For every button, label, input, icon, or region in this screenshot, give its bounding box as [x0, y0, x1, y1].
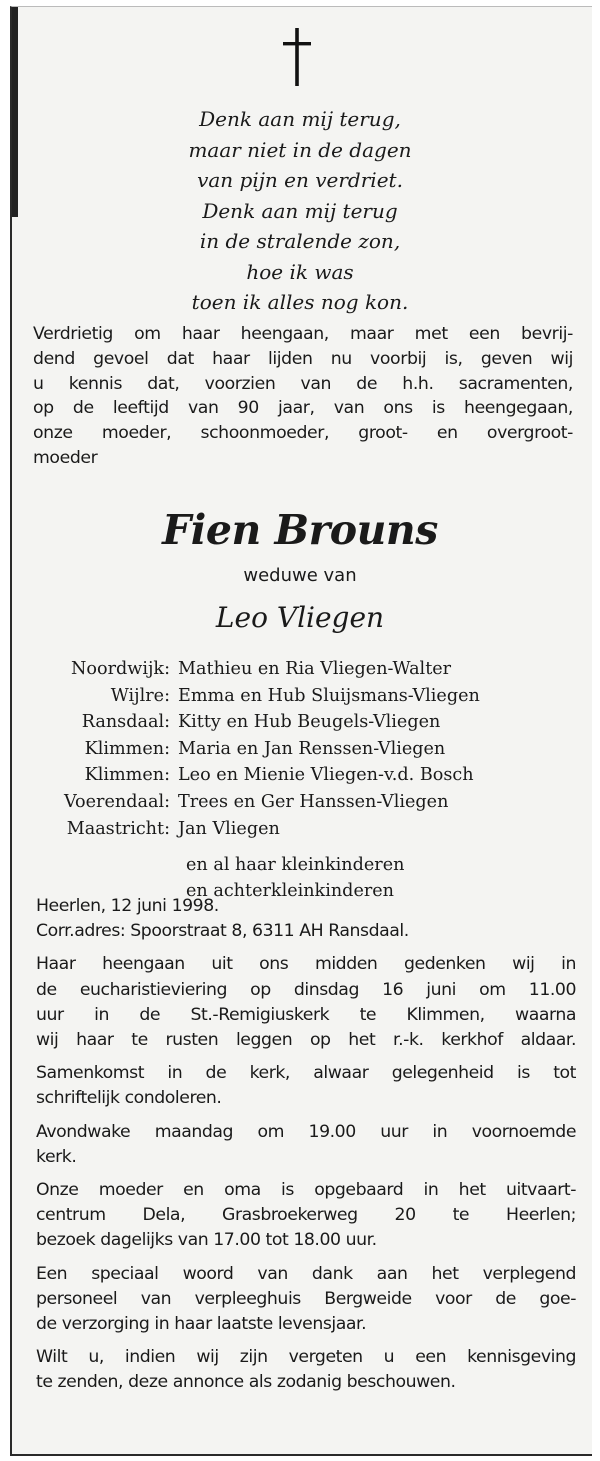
family-names: Emma en Hub Sluijsmans-Vliegen: [178, 685, 480, 706]
paragraph: [36, 1061, 576, 1111]
paragraph-gap: [36, 944, 576, 952]
family-row: [30, 709, 570, 736]
family-names: Jan Vliegen: [178, 818, 280, 839]
family-place: Voerendaal:: [63, 791, 170, 812]
cross-icon: [282, 28, 312, 86]
paragraph-line: Samenkomst in de kerk, alwaar gelegenheid is tot: [36, 1063, 576, 1084]
widow-label: weduwe van: [243, 565, 357, 586]
paragraph-gap: [36, 1337, 576, 1345]
family-place: Klimmen:: [84, 738, 170, 759]
family-row: [30, 762, 570, 789]
paragraph-line: Een speciaal woord van dank aan het verplegend: [36, 1263, 576, 1284]
announcement-line: dend gevoel dat haar lijden nu voorbij is, geven wij: [33, 348, 573, 369]
paragraph-gap: [36, 1254, 576, 1262]
paragraph-line: de eucharistieviering op dinsdag 16 juni om 11.00: [36, 979, 576, 1000]
poem-line: Denk aan mij terug: [202, 198, 398, 223]
poem-line: toen ik alles nog kon.: [191, 290, 409, 314]
paragraph-line: uur in de St.-Remigiuskerk te Klimmen, waarna: [36, 1004, 576, 1025]
practical-info: [36, 894, 576, 1396]
family-names: Kitty en Hub Beugels-Vliegen: [178, 712, 441, 733]
poem-line: van pijn en verdriet.: [197, 168, 403, 192]
family-place: Wijlre:: [110, 685, 170, 706]
correspondence-address: Corr.adres: Spoorstraat 8, 6311 AH Ransdaal.: [36, 921, 409, 942]
paragraph-line: Onze moeder en oma is opgebaard in het uitvaart-: [36, 1180, 576, 1201]
paragraph-gap: [36, 1112, 576, 1120]
family-names: Trees en Ger Hanssen-Vliegen: [178, 791, 449, 812]
paragraph-gap: [36, 1053, 576, 1061]
poem-line: maar niet in de dagen: [188, 137, 412, 162]
family-row: [30, 789, 570, 816]
announcement-line: Verdrietig om haar heengaan, maar met een bevrij-: [33, 324, 573, 344]
paragraph-line: Haar heengaan uit ons midden gedenken wij in: [36, 954, 576, 975]
family-extra-line: en al haar kleinkinderen: [186, 855, 405, 875]
paragraph-line: Wilt u, indien wij zijn vergeten u een kennisgeving: [36, 1347, 576, 1368]
announcement-line: u kennis dat, voorzien van de h.h. sacramenten,: [33, 373, 573, 394]
announcement-text: [33, 322, 573, 471]
family-place: Noordwijk:: [71, 659, 170, 679]
family-place: Maastricht:: [66, 818, 170, 839]
husband-name: Leo Vliegen: [215, 601, 385, 634]
paragraph: [36, 1345, 576, 1395]
poem: [0, 104, 600, 318]
poem-line: hoe ik was: [246, 259, 354, 284]
paragraph: [36, 1262, 576, 1338]
paragraph-line: de verzorging in haar laatste levensjaar.: [36, 1314, 367, 1335]
family-place: Ransdaal:: [81, 712, 170, 733]
paragraph-line: bezoek dagelijks van 17.00 tot 18.00 uur.: [36, 1230, 377, 1251]
paragraph: [36, 952, 576, 1053]
paragraph-line: wij haar te rusten leggen op het r.-k. kerkhof aldaar.: [36, 1030, 576, 1051]
announcement-line: onze moeder, schoonmoeder, groot- en overgroot-: [33, 423, 573, 444]
family-extra-line: en achterkleinkinderen: [186, 881, 395, 901]
family-row: [30, 816, 570, 843]
paragraph-gap: [36, 1170, 576, 1178]
family-names: Maria en Jan Renssen-Vliegen: [178, 738, 446, 759]
family-row: [30, 736, 570, 763]
family-names: Leo en Mienie Vliegen-v.d. Bosch: [178, 765, 474, 786]
deceased-name: Fien Brouns: [162, 506, 438, 554]
family-row: [30, 683, 570, 710]
family-place: Klimmen:: [84, 765, 170, 786]
paragraph: [36, 1120, 576, 1170]
poem-line: Denk aan mij terug,: [199, 107, 401, 131]
paragraph-line: te zenden, deze annonce als zodanig beschouwen.: [36, 1372, 456, 1393]
paragraph-line: Avondwake maandag om 19.00 uur in voornoemde: [36, 1121, 576, 1142]
family-row: [30, 656, 570, 683]
family-list: [30, 656, 570, 842]
family-names: Mathieu en Ria Vliegen-Walter: [178, 659, 452, 679]
announcement-line: moeder: [33, 447, 98, 468]
poem-line: in de stralende zon,: [199, 229, 401, 253]
paragraph-line: centrum Dela, Grasbroekerweg 20 te Heerlen;: [36, 1205, 576, 1226]
paragraph-line: kerk.: [36, 1146, 77, 1167]
paragraph-line: personeel van verpleeghuis Bergweide voor de goe-: [36, 1288, 576, 1309]
place-date: Heerlen, 12 juni 1998.: [36, 896, 219, 916]
paragraph: [36, 1178, 576, 1254]
announcement-line: op de leeftijd van 90 jaar, van ons is heengegaan,: [33, 398, 573, 419]
paragraph-line: schriftelijk condoleren.: [36, 1088, 222, 1109]
